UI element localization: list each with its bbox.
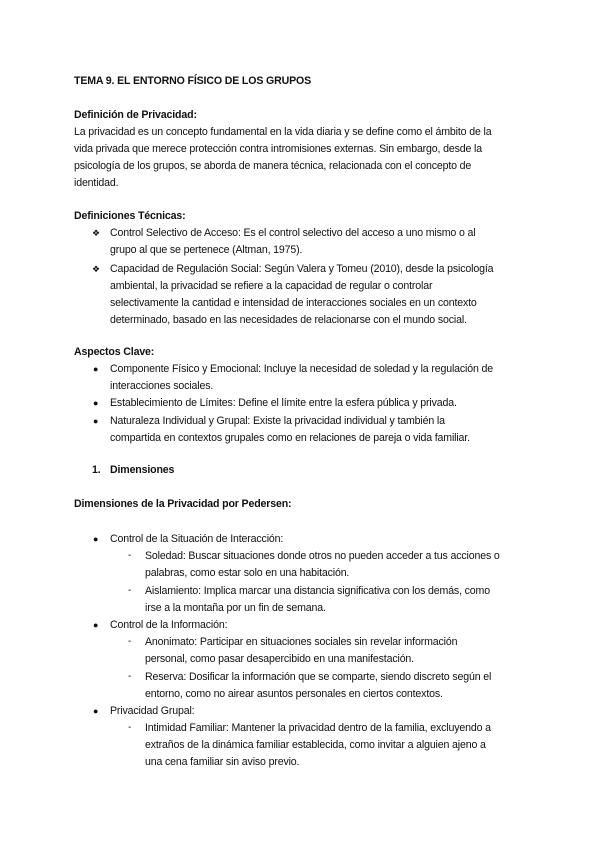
paragraph-line: La privacidad es un concepto fundamental en la vida diaria y se define como el ámbito de la (74, 126, 492, 138)
round-bullet-icon: ● (93, 416, 99, 426)
sub-item-line: irse a la montaña por un fin de semana. (145, 602, 326, 614)
list-item-line: Naturaleza Individual y Grupal: Existe la privacidad individual y también la (110, 415, 445, 427)
privacy-definition-heading: Definición de Privacidad: (74, 109, 197, 121)
list-item-line: compartida en contextos grupales como en relaciones de pareja o vida familiar. (110, 432, 470, 444)
list-item-line: interacciones sociales. (110, 380, 214, 392)
list-item-line: Componente Físico y Emocional: Incluye la necesidad de soledad y la regulación de (110, 363, 493, 375)
group-label: Control de la Información: (110, 619, 228, 631)
key-aspects-heading: Aspectos Clave: (74, 346, 155, 358)
sub-item-line: Intimidad Familiar: Mantener la privacidad dentro de la familia, excluyendo a (145, 722, 491, 734)
list-item-line: ambiental, la privacidad se refiere a la capacidad de regular o controlar (110, 280, 433, 292)
diamond-bullet-icon: ❖ (92, 228, 101, 238)
round-bullet-icon: ● (93, 364, 99, 374)
group-label: Control de la Situación de Interacción: (110, 533, 284, 545)
dash-bullet-icon: - (128, 550, 132, 561)
dash-bullet-icon: - (128, 671, 132, 682)
round-bullet-icon: ● (93, 398, 99, 408)
round-bullet-icon: ● (93, 534, 99, 544)
sub-item-line: Soledad: Buscar situaciones donde otros no pueden acceder a tus acciones o (145, 550, 500, 562)
sub-item-line: una cena familiar sin aviso previo. (145, 756, 300, 768)
list-item-line: Capacidad de Regulación Social: Según Valera y Tomeu (2010), desde la psicología (110, 263, 494, 275)
sub-item-line: Anonimato: Participar en situaciones sociales sin revelar información (145, 636, 458, 648)
sub-item-line: personal, como pasar desapercibido en una manifestación. (145, 653, 414, 665)
round-bullet-icon: ● (93, 620, 99, 630)
paragraph-line: psicología de los grupos, se aborda de manera técnica, relacionada con el concepto de (74, 160, 472, 172)
section-number: 1. (92, 464, 101, 476)
list-item-line: determinado, basado en las necesidades de relacionarse con el mundo social. (110, 314, 467, 326)
technical-definitions-heading: Definiciones Técnicas: (74, 210, 186, 222)
sub-item-line: entorno, como no airear asuntos personales en ciertos contextos. (145, 688, 443, 700)
diamond-bullet-icon: ❖ (92, 264, 101, 274)
dash-bullet-icon: - (128, 636, 132, 647)
dash-bullet-icon: - (128, 722, 132, 733)
sub-item-line: extraños de la dinámica familiar establecida, como invitar a alguien ajeno a (145, 739, 486, 751)
list-item-line: selectivamente la cantidad e intensidad de interacciones sociales en un contexto (110, 297, 477, 309)
paragraph-line: identidad. (74, 177, 119, 189)
round-bullet-icon: ● (93, 706, 99, 716)
section-title: Dimensiones (110, 464, 175, 476)
dash-bullet-icon: - (128, 585, 132, 596)
group-label: Privacidad Grupal: (110, 705, 195, 717)
list-item-line: grupo al que se pertenece (Altman, 1975). (110, 244, 303, 256)
pedersen-heading: Dimensiones de la Privacidad por Pedersen: (74, 498, 292, 510)
list-item-line: Establecimiento de Límites: Define el límite entre la esfera pública y privada. (110, 397, 457, 409)
paragraph-line: vida privada que merece protección contra intromisiones externas. Sin embargo, desde la (74, 143, 482, 155)
sub-item-line: Reserva: Dosificar la información que se comparte, siendo discreto según el (145, 671, 492, 683)
sub-item-line: Aislamiento: Implica marcar una distancia significativa con los demás, como (145, 585, 490, 597)
list-item-line: Control Selectivo de Acceso: Es el control selectivo del acceso a uno mismo o al (110, 227, 476, 239)
page-title: TEMA 9. EL ENTORNO FÍSICO DE LOS GRUPOS (74, 75, 312, 87)
sub-item-line: palabras, como estar solo en una habitación. (145, 567, 350, 579)
